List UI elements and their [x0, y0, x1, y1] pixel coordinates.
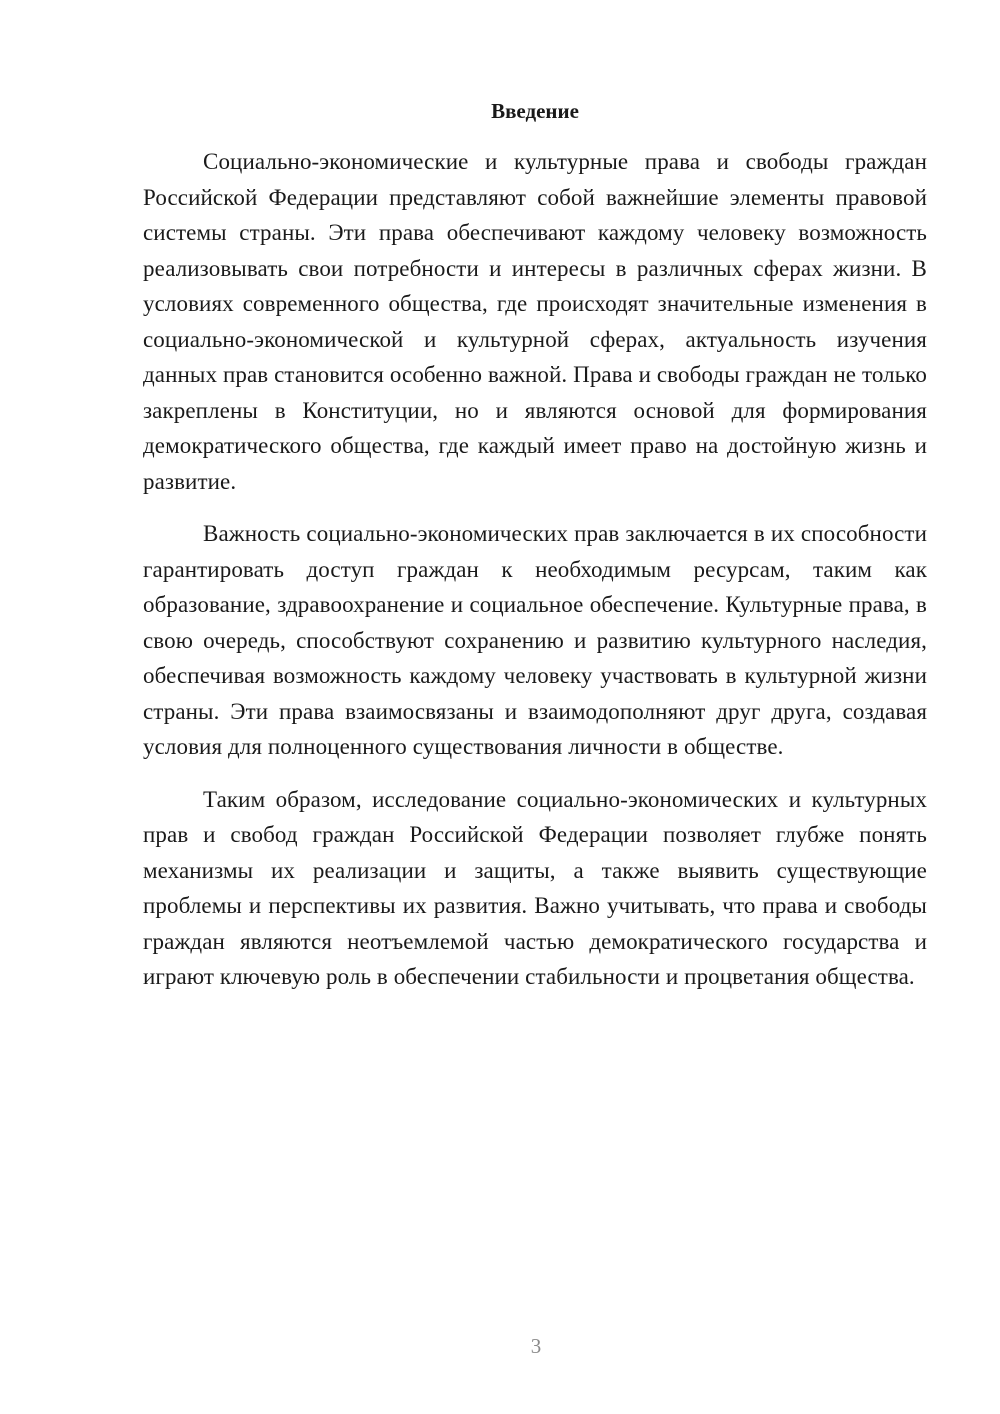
- paragraph-2: Важность социально-экономических прав заключается в их способности гарантировать доступ граждан к необходимым ресурсам, таким как образование, здравоохранение и социальное обеспечение. Культурные права, в свою очередь, способствуют сохранению и развитию культурного наследия, обеспечивая возможность каждому человеку участвовать в культурной жизни страны. Эти права взаимосвязаны и взаимодополняют друг друга, создавая условия для полноценного существования личности в обществе.: [143, 521, 927, 759]
- paragraph-1: Социально-экономические и культурные права и свободы граждан Российской Федерации представляют собой важнейшие элементы правовой системы страны. Эти права обеспечивают каждому человеку возможность реализовывать свои потребности и интересы в различных сферах жизни. В условиях современного общества, где происходят значительные изменения в социально-экономической и культурной сферах, актуальность изучения данных прав становится особенно важной. Права и свободы граждан не только закреплены в Конституции, но и являются основой для формирования демократического общества, где каждый имеет право на достойную жизнь и развитие.: [143, 149, 927, 494]
- page-number: 3: [530, 1334, 542, 1358]
- paragraph-3: Таким образом, исследование социально-экономических и культурных прав и свобод граждан Российской Федерации позволяет глубже понять механизмы их реализации и защиты, а также выявить существующие проблемы и перспективы их развития. Важно учитывать, что права и свободы граждан являются неотъемлемой частью демократического государства и играют ключевую роль в обеспечении стабильности и процветания общества.: [143, 786, 927, 989]
- body-text: [143, 144, 927, 1012]
- section-title: Введение: [491, 99, 579, 123]
